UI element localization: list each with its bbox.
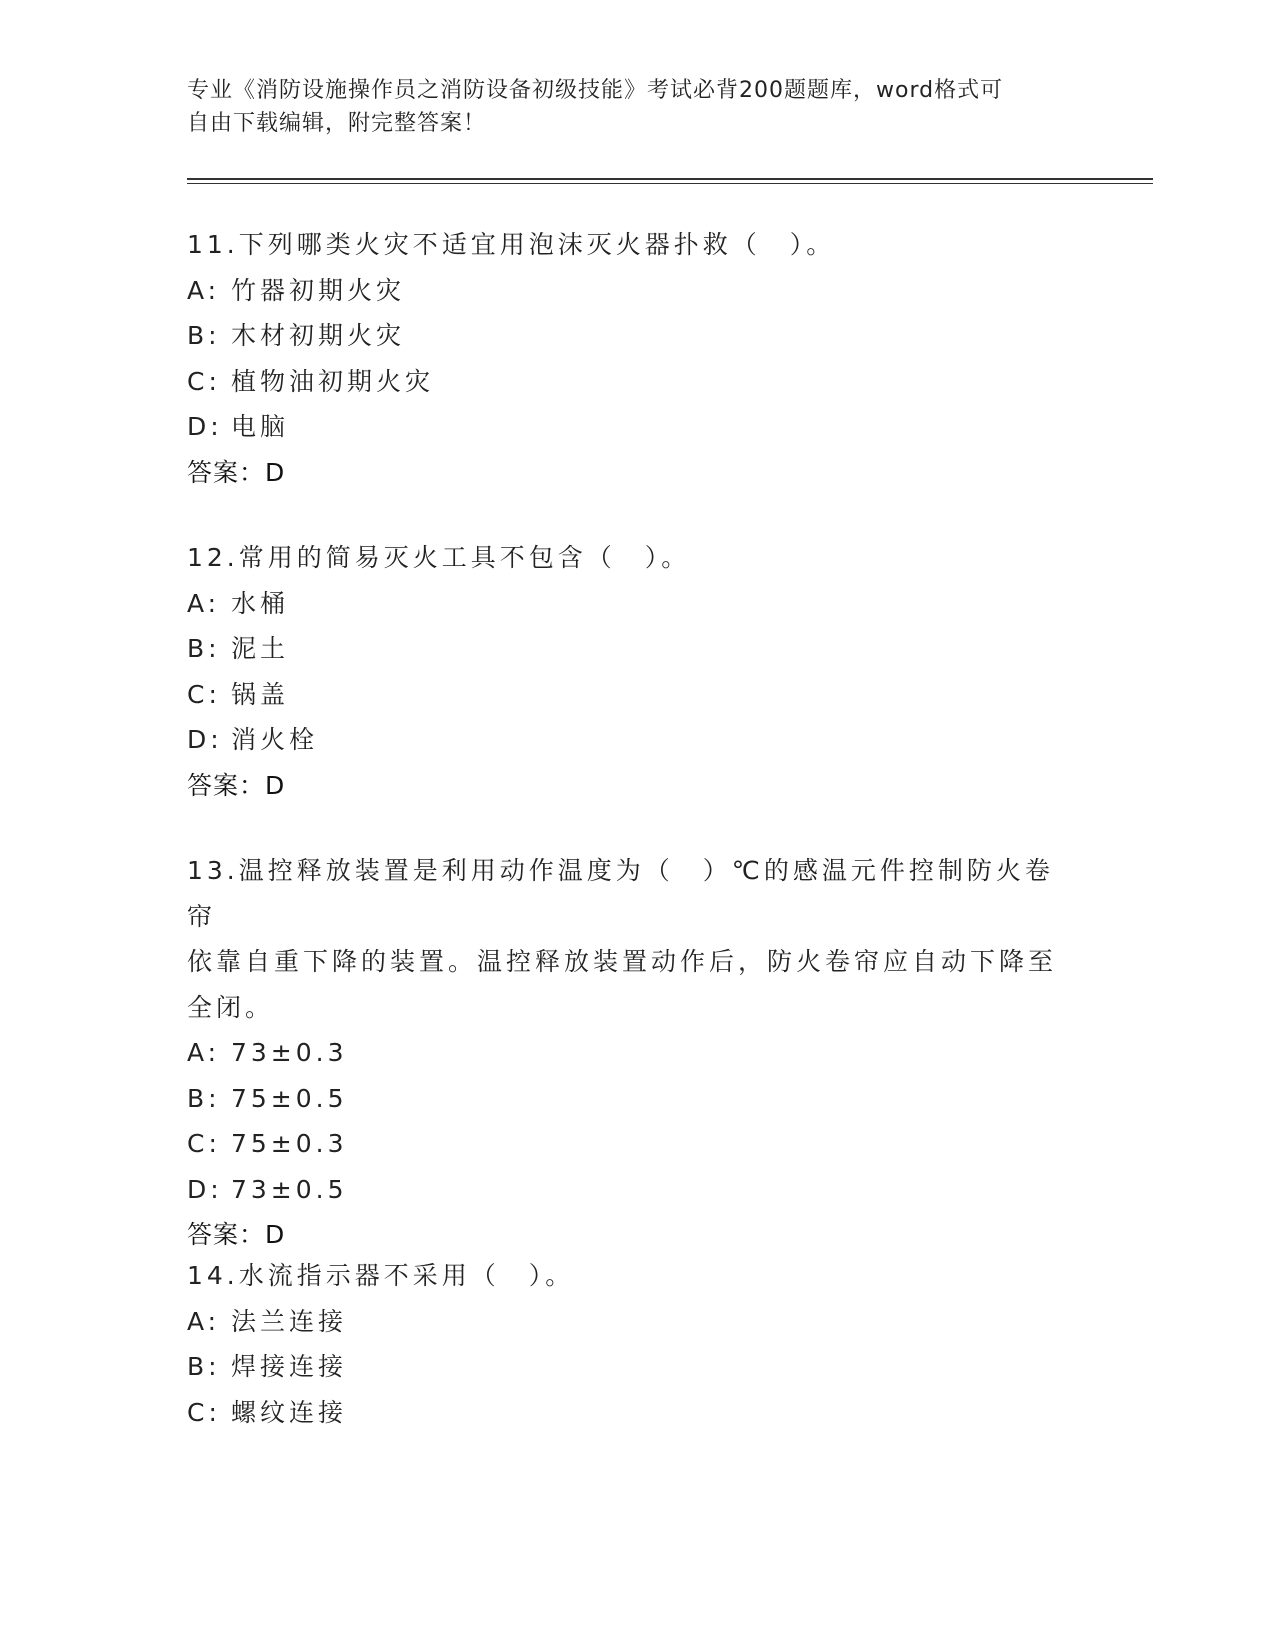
option-text: 75±0.5 [231,1083,348,1113]
option-text: 螺纹连接 [231,1397,348,1427]
option-a [187,268,1067,314]
answer-value: D [265,457,286,487]
option-key: D: [187,1174,223,1204]
option-a [187,1030,1067,1076]
option-key: B: [187,1352,221,1381]
question-stem: 11.下列哪类火灾不适宜用泡沫灭火器扑救（ ）。 [187,230,836,259]
question-stem-line-1: 13.温控释放装置是利用动作温度为（ ）℃的感温元件控制防火卷帘 [187,856,1054,931]
option-d [187,404,1067,450]
option-key: B: [187,321,221,350]
option-key: C: [187,679,221,709]
option-text: 木材初期火灾 [231,321,406,350]
answer-line [187,1212,1067,1258]
question-14 [187,1253,1067,1435]
option-text: 水桶 [231,588,290,618]
option-a [187,581,1067,627]
option-c [187,1121,1067,1167]
option-a [187,1299,1067,1345]
option-c [187,359,1067,405]
option-key: A: [187,588,221,618]
header-line-2: 自由下载编辑，附完整答案！ [187,111,487,136]
option-text: 竹器初期火灾 [231,275,406,305]
question-stem: 12.常用的简易灭火工具不包含（ ）。 [187,543,691,572]
option-key: A: [187,275,221,305]
header-rule-thin [187,183,1153,184]
option-b [187,1344,1067,1390]
option-text: 焊接连接 [231,1352,348,1381]
option-text: 73±0.3 [231,1038,348,1067]
option-key: B: [187,634,221,663]
answer-label: 答案： [187,770,266,800]
question-stem: 14.水流指示器不采用（ ）。 [187,1261,575,1290]
option-key: B: [187,1083,221,1113]
option-key: C: [187,1397,221,1427]
header-line-1: 专业《消防设施操作员之消防设备初级技能》考试必背200题题库，word格式可 [187,78,1004,103]
option-text: 植物油初期火灾 [231,366,435,396]
option-text: 消火栓 [231,725,319,754]
option-d [187,1167,1067,1213]
answer-label: 答案： [187,1220,266,1249]
option-text: 法兰连接 [231,1306,348,1336]
answer-line [187,763,1067,809]
option-b [187,1076,1067,1122]
option-key: C: [187,366,221,396]
option-text: 泥土 [231,634,290,663]
question-12 [187,535,1067,808]
document-header [187,74,1067,140]
answer-label: 答案： [187,457,266,487]
option-key: D: [187,725,223,754]
option-c [187,672,1067,718]
answer-line [187,450,1067,496]
question-11 [187,222,1067,495]
header-rule-thick [187,178,1153,180]
question-stem-line-3: 全闭。 [187,992,275,1022]
question-13 [187,848,1067,1258]
question-stem-line-2: 依靠自重下降的装置。温控释放装置动作后，防火卷帘应自动下降至 [187,947,1058,976]
option-key: A: [187,1038,221,1067]
option-text: 锅盖 [231,679,290,709]
option-b [187,626,1067,672]
option-text: 电脑 [231,412,290,441]
answer-value: D [265,1220,286,1249]
option-text: 75±0.3 [231,1129,348,1158]
option-key: A: [187,1306,221,1336]
option-c [187,1390,1067,1436]
option-d [187,717,1067,763]
option-key: C: [187,1129,221,1158]
answer-value: D [265,770,286,800]
option-b [187,313,1067,359]
option-text: 73±0.5 [231,1174,348,1204]
option-key: D: [187,412,223,441]
